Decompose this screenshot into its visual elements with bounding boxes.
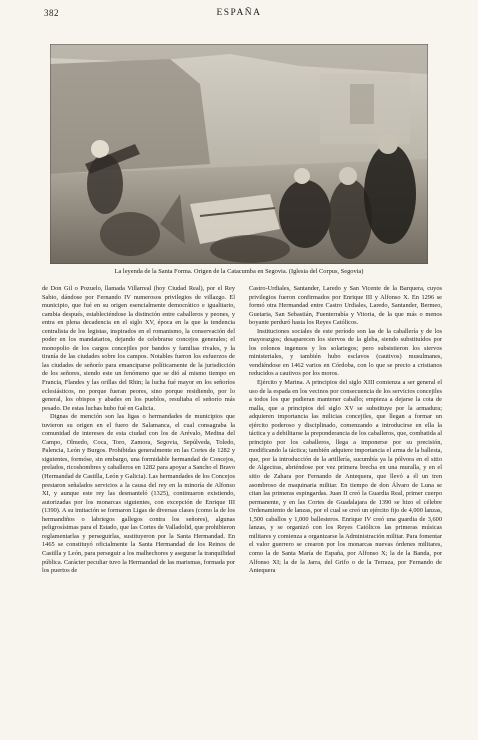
paragraph: Instituciones sociales de este período son las de la caballería y de los mayorazgos; desaparecen los siervos de la gleba, siendo substituídos por los colonos ingenuos y los solariegos; pero subsistieron los siervos ministeriales, y también hubo esclavos (cautivos) musulmanes, vendiéndose en 1462 varios en Córdoba, con lo que se precio a cristianos reducidos a cautivos por los moros.	[249, 327, 442, 378]
body-text	[42, 285, 442, 723]
paragraph: Castro-Urdiales, Santander, Laredo y San Vicente de la Barquera, cuyos privilegios fueron confirmados por Enrique III y Alfonso X. En 1296 se formó otra Hermandad entre Castro Urdiales, Laredo, Santander, Bermeo, Guetaria, San Sebastián, Fuenterrabía y Vitoria, de la que más o menos boyante perduró hasta los Reyes Católicos.	[249, 285, 442, 327]
right-column	[249, 285, 442, 723]
running-title: ESPAÑA	[216, 8, 262, 18]
figure-caption: La leyenda de la Santa Forma. Origen de la Catacumba en Segovia. (Iglesia del Corpus, Segovia)	[114, 268, 364, 275]
paragraph: de Don Gil o Pozuelo, llamada Villarreal (hoy Ciudad Real), por el Rey Sabio, dándose por Fernando IV numerosos privilegios de villazgo. El municipio, que fué en su origen esencialmente democrático e igualitario, cambia después, estableciéndose la distinción entre caballeros y peones, y entra en plena decadencia en el siglo XV, época en la que la tendencia centralista de los legistas, inspirados en el romanismo, la conservación del poder en los mandatarios, dejando de celebrarse concejos generales; el monopolio de los cargos concejiles por bandos y familias rivales, y la tiranía de las ciudades sobre los campos. Notables fueron los esfuerzos de las ciudades de señorío para emanciparse políticamente de la jurisdicción de los señores, siendo este un fenómeno que se dió al mismo tiempo en Francia, Flandes y las orillas del Rhin; la lucha fué mayor en los señoríos eclesiásticos, no porque fueran peores, sino porque residiendo, por lo general, los obispos y abades en los pueblos, resultaba el señorío más pesado. De estas luchas hubo fué en Galicia.	[42, 285, 235, 412]
paragraph: Dignas de mención son las ligas o hermandades de municipios que tuvieron su origen en el fuero de Salamanca, el cual consagraba la comunidad de intereses de esta ciudad con los de Arévalo, Medina del Campo, Olmedo, Coca, Toro, Zamora, Segovia, Sepúlveda, Toledo, Palencia, León y Burgos. Prohibidas generalmente en las Cortes de 1282 y siguientes, formóse, sin embargo, una formidable hermandad de Concejos, prelados, ricoshombres y caballeros en 1282 para apoyar a Sancho el Bravo (Hermandad de Castilla, León y Galicia). Las hermandades de los Concejos prestaron señalados servicios a la causa del rey en la minoría de Alfonso XI, y aunque este rey las desmanteló (1325), continuaron existiendo, autorizadas por los monarcas siguientes, con excepción de Enrique III (1390). A su imitación se formaron Ligas de diversas clases (como la de los hermandiños o labriegos gallegos contra los señores), algunas peligrosísimas para el Estado, que las Cortes de Valladolid, que prohibieron reglamentarlas y perseguirlas, sustituyeron por la Santa Hermandad. En 1465 se constituyó oficialmente la Santa Hermandad de los Reinos de Castilla y León, para perseguir a los malhechores y asegurar la tranquilidad pública. Carácter peculiar tuvo la Hermandad de las marismas, formada por los puertos de	[42, 413, 235, 575]
running-head	[0, 8, 478, 22]
painting-image	[50, 44, 428, 264]
left-column	[42, 285, 235, 723]
painting-illustration	[50, 44, 428, 264]
page-number: 382	[44, 8, 59, 18]
paragraph: Ejército y Marina. A principios del siglo XIII comienza a ser general el uso de la espada en los vecinos por consecuencia de los servicios concejiles a todos los que pudieran mantener caballo; empieza a dejarse la cota de malla, que a principios del siglo XV se substituye por la armadura; adquieren importancia las milicias concejiles, que llegan a formar un ejército poderoso y disciplinado, comenzando a introducirse en ella la táctica y a debilitarse la preponderancia de los caballeros, que, combatida al principio por los caballeros, llega a imponerse por su precisión, modificando la táctica; también adquiere importancia el arma de la ballesta, que, por la introducción de la artillería, sucumbía ya la pólvora en el sitio de Algeciras, abriéndose por vez primera brecha en una muralla, y en el sitio de Zahara por Fernando de Antequera, que llevó a él un tren asombroso de maquinaria militar. En tiempo de don Álvaro de Luna se citan las primeras espingardas. Juan II creó la Guardia Real, primer cuerpo permanente, y en las Cortes de Guadalajara de 1390 se hizo el célebre Ordenamiento de lanzas, por el cual se creó un ejército fijo de 4,000 lanzas, 1,500 caballos y 1,000 ballesteros. Enrique IV creó una guardia de 3,600 lanzas, y se organizó con los Reyes Católicos las primeras músicas militares y comienza a organizarse la Administración militar. Para fomentar el valor guerrero se crearon por los monarcas nuevas órdenes militares, como la de Santa María de España, por Alfonso X; la de la Banda, por Alfonso XI; la de la Jarra, del Grifo o de la Terraza, por Fernando de Antequera	[249, 379, 442, 575]
